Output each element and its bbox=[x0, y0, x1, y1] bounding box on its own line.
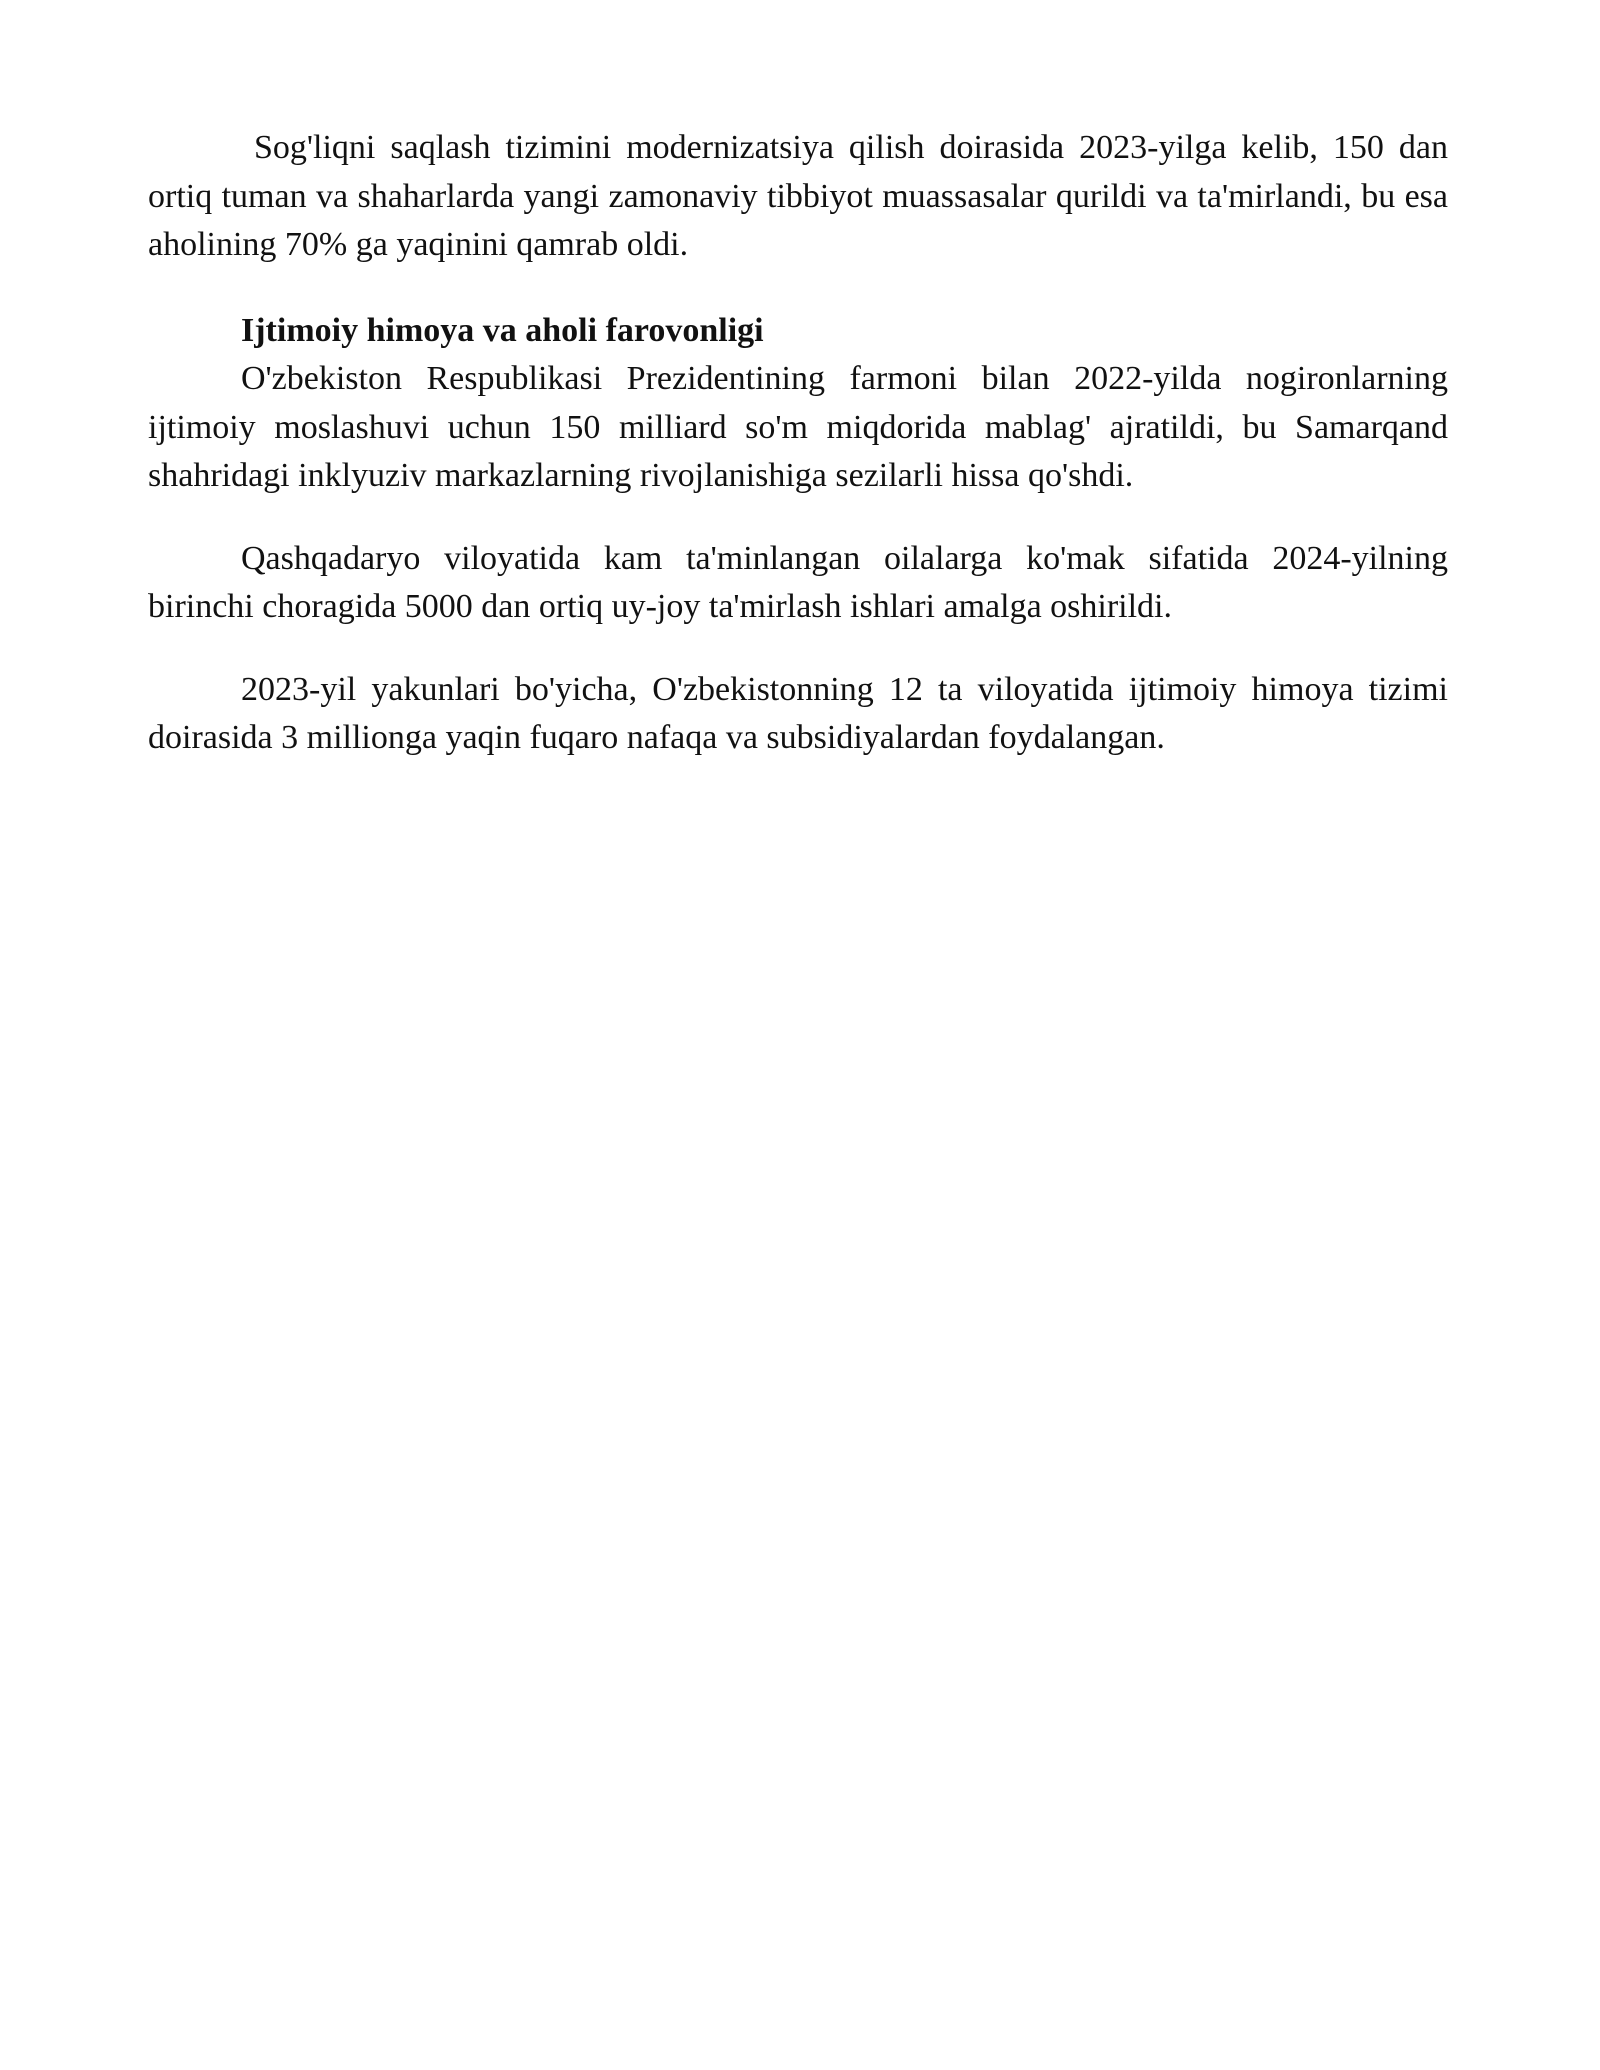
paragraph-presidential-decree: O'zbekiston Respublikasi Prezidentining farmoni bilan 2022-yilda nogironlarning ijtimoiy moslashuvi uchun 150 milliard so'm miqdorida mablag' ajratildi, bu Samarqand shahridagi inklyuziv markazlarning rivojlanishiga sezilarli hissa qo'shdi. bbox=[148, 360, 1448, 494]
document-body bbox=[148, 124, 1448, 763]
paragraph-kashkadarya-housing: Qashqadaryo viloyatida kam ta'minlangan oilalarga ko'mak sifatida 2024-yilning birinchi choragida 5000 dan ortiq uy-joy ta'mirlash ishlari amalga oshirildi. bbox=[148, 539, 1448, 625]
section-heading-social-protection: Ijtimoiy himoya va aholi farovonligi bbox=[241, 311, 764, 349]
paragraph-healthcare-modernization: Sog'liqni saqlash tizimini modernizatsiya qilish doirasida 2023-yilga kelib, 150 dan ortiq tuman va shaharlarda yangi zamonaviy tibbiyot muassasalar qurildi va ta'mirlandi, bu esa aholining 70% ga yaqinini qamrab oldi. bbox=[148, 129, 1448, 263]
paragraph-2023-results: 2023-yil yakunlari bo'yicha, O'zbekistonning 12 ta viloyatida ijtimoiy himoya tizimi doirasida 3 millionga yaqin fuqaro nafaqa va subsidiyalardan foydalangan. bbox=[148, 670, 1448, 756]
